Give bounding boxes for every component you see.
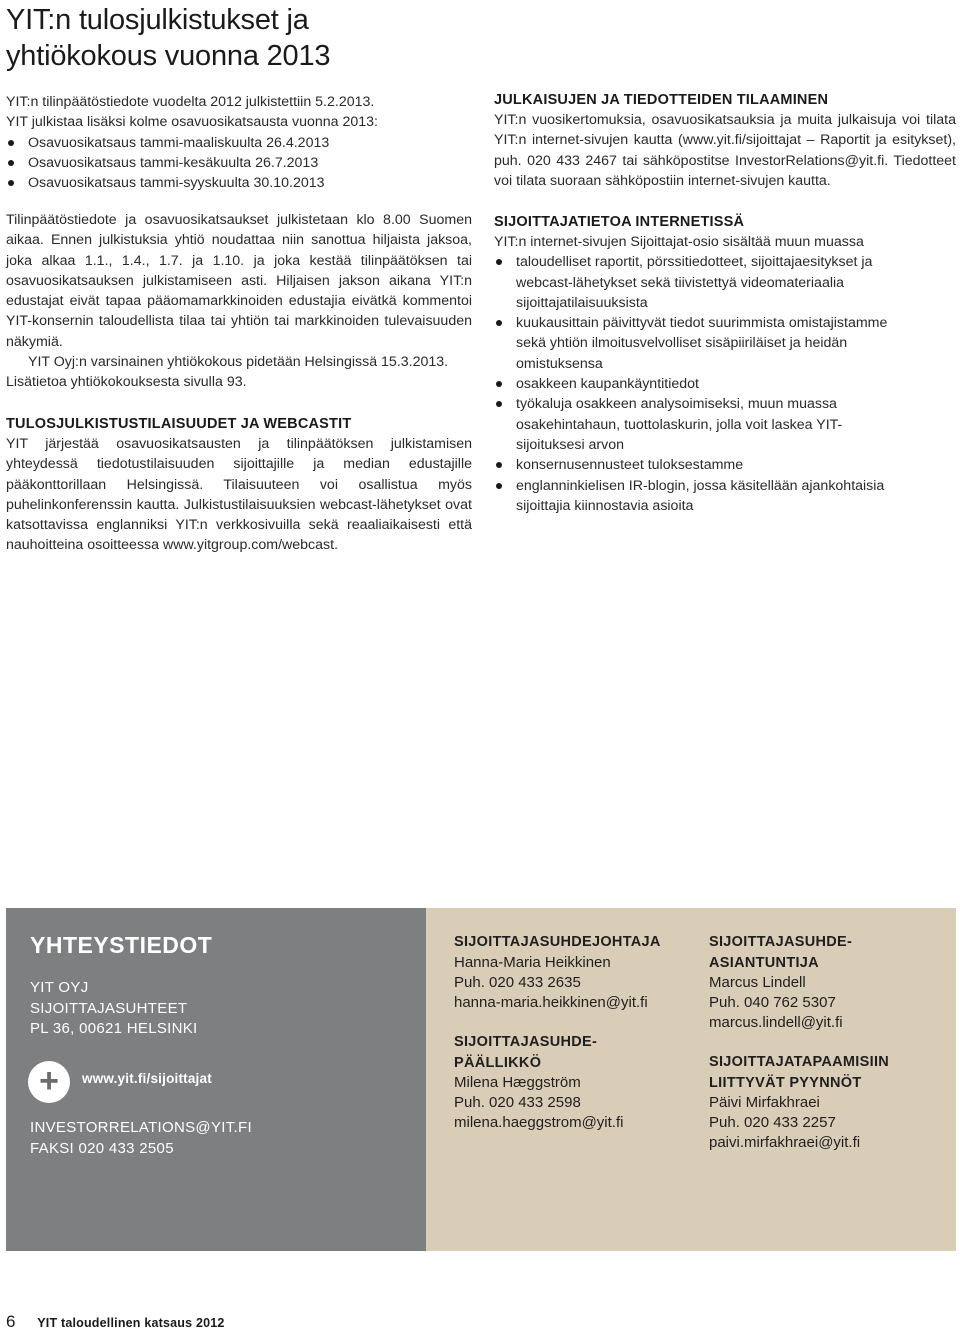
- contact-section: [6, 908, 956, 1251]
- contact-name: Päivi Mirfakhraei: [709, 1094, 820, 1111]
- intro-line-2: YIT julkistaa lisäksi kolme osavuosikatsausta vuonna 2013:: [6, 114, 378, 131]
- contact-role: SIJOITTAJASUHDE-: [709, 934, 853, 950]
- contact-phone: Puh. 020 433 2598: [454, 1094, 581, 1112]
- report-dates-list: [6, 133, 472, 194]
- contact-info-panel: [6, 908, 426, 1251]
- page-title: YIT:n tulosjulkistukset ja yhtiökokous vuonna 2013: [6, 4, 331, 72]
- contact-role: LIITTYVÄT PYYNNÖT: [709, 1074, 862, 1091]
- email-address[interactable]: INVESTORRELATIONS@YIT.FI: [30, 1119, 252, 1136]
- contact-person: [454, 932, 704, 1013]
- page-number: 6: [6, 1312, 16, 1331]
- ordering-section: [494, 90, 956, 191]
- quiet-period-text: Tilinpäätöstiedote ja osavuosikatsaukset julkistetaan klo 8.00 Suomen aikaa. Ennen julkistuksia yhtiö noudattaa niin sanottua hiljaista jaksoa, joka alkaa 1.1., 1.4., 1.7. ja 1.10. ja joka kestää tilinpäätöksen tai osavuosikatsauksen julkistamiseen asti. Hiljaisen jakson aikana YIT:n edustajat eivät tapaa pääomamarkkinoiden edustajia eivätkä kommentoi YIT-konsernin taloudellista tilaa tai yhtiön tai markkinoiden tulevaisuuden näkymiä.: [6, 212, 472, 350]
- list-item: kuukausittain päivittyvät tiedot suurimmista omistajistamme sekä yhtiön ilmoitusvelvolliset sisäpiiriläiset ja heidän omistuksensa: [494, 313, 906, 374]
- list-item: Osavuosikatsaus tammi-kesäkuulta 26.7.2013: [6, 153, 472, 173]
- contact-person: [709, 1052, 949, 1154]
- website-link[interactable]: www.yit.fi/sijoittajat: [82, 1071, 212, 1086]
- contact-title: YHTEYSTIEDOT: [30, 932, 213, 958]
- list-item: Osavuosikatsaus tammi-syyskuulta 30.10.2013: [6, 173, 472, 193]
- webcast-section: [6, 414, 472, 556]
- page-footer: [6, 1312, 225, 1332]
- contact-email[interactable]: milena.haeggstrom@yit.fi: [454, 1114, 624, 1132]
- contact-role: SIJOITTAJATAPAAMISIIN: [709, 1054, 890, 1070]
- list-item: taloudelliset raportit, pörssitiedotteet, sijoittajaesitykset ja webcast-lähetykset sekä tiivistettyä videomateriaalia sijoittajatilaisuuksista: [494, 252, 906, 313]
- fax-number: FAKSI 020 433 2505: [30, 1139, 174, 1157]
- agm-text: YIT Oyj:n varsinainen yhtiökokous pidetään Helsingissä 15.3.2013. Lisätietoa yhtiökokouksesta sivulla 93.: [6, 354, 449, 391]
- investor-info-section: [494, 212, 956, 516]
- webcast-heading: TULOSJULKISTUSTILAISUUDET JA WEBCASTIT: [6, 416, 352, 432]
- list-item: osakkeen kaupankäyntitiedot: [494, 374, 906, 394]
- contact-phone: Puh. 040 762 5307: [709, 994, 836, 1012]
- plus-icon: +: [28, 1061, 70, 1103]
- contact-role: ASIANTUNTIJA: [709, 954, 819, 971]
- company-contact: [30, 1118, 252, 1159]
- contact-email[interactable]: paivi.mirfakhraei@yit.fi: [709, 1134, 861, 1152]
- investor-info-list: [494, 252, 956, 516]
- contact-role: SIJOITTAJASUHDEJOHTAJA: [454, 934, 661, 950]
- contact-name: Hanna-Maria Heikkinen: [454, 953, 611, 971]
- ordering-text: YIT:n vuosikertomuksia, osavuosikatsauksia ja muita julkaisuja voi tilata YIT:n internet-sivujen kautta (www.yit.fi/sijoittajat – Raportit ja esitykset), puh. 020 433 2467 tai sähköpostitse InvestorRelations@yit.fi. Tiedotteet voi tilata suoraan sähköpostiin internet-sivujen kautta.: [494, 112, 956, 189]
- list-item: englanninkielisen IR-blogin, jossa käsitellään ajankohtaisia sijoittajia kiinnostavia asioita: [494, 476, 906, 517]
- list-item: työkaluja osakkeen analysoimiseksi, muun muassa osakehintahaun, tuottolaskurin, jolla voit laskea YIT- sijoituksesi arvon: [494, 394, 906, 455]
- contact-persons-panel: [426, 908, 956, 1251]
- contact-person: [709, 932, 949, 1034]
- publication-title: YIT taloudellinen katsaus 2012: [37, 1316, 225, 1330]
- list-item: konsernusennusteet tuloksestamme: [494, 455, 906, 475]
- intro-section: [6, 92, 472, 193]
- contact-phone: Puh. 020 433 2635: [454, 973, 581, 991]
- webcast-text: YIT järjestää osavuosikatsausten ja tilinpäätöksen julkistamisen yhteydessä tiedotustilaisuuden sijoittajille ja median edustajille pääkonttorillaan Helsingissä. Tilaisuuteen voi osallistua myös puhelinkonferenssin kautta. Julkistustilaisuuksien webcast-lähetykset ovat katsottavissa englanniksi YIT:n verkkosivuilla sekä reaaliaikaisesti että nauhoitteina osoitteessa www.yitgroup.com/webcast.: [6, 436, 472, 554]
- contact-role: SIJOITTAJASUHDE-: [454, 1034, 598, 1050]
- contact-name: Marcus Lindell: [709, 974, 806, 991]
- investor-info-heading: SIJOITTAJATIETOA INTERNETISSÄ: [494, 214, 745, 230]
- contact-person: [454, 1032, 704, 1134]
- contact-name: Milena Hæggström: [454, 1074, 581, 1091]
- contact-email[interactable]: marcus.lindell@yit.fi: [709, 1014, 843, 1032]
- investor-info-intro: YIT:n internet-sivujen Sijoittajat-osio sisältää muun muassa: [494, 234, 864, 250]
- contact-email[interactable]: hanna-maria.heikkinen@yit.fi: [454, 993, 648, 1011]
- quiet-period-section: [6, 210, 472, 393]
- list-item: Osavuosikatsaus tammi-maaliskuulta 26.4.2013: [6, 133, 472, 153]
- company-address: YIT OYJ SIJOITTAJASUHTEET PL 36, 00621 HELSINKI: [30, 979, 198, 1037]
- contact-phone: Puh. 020 433 2257: [709, 1114, 836, 1132]
- contact-role: PÄÄLLIKKÖ: [454, 1054, 542, 1071]
- intro-line-1: YIT:n tilinpäätöstiedote vuodelta 2012 julkistettiin 5.2.2013.: [6, 94, 375, 110]
- ordering-heading: JULKAISUJEN JA TIEDOTTEIDEN TILAAMINEN: [494, 92, 829, 108]
